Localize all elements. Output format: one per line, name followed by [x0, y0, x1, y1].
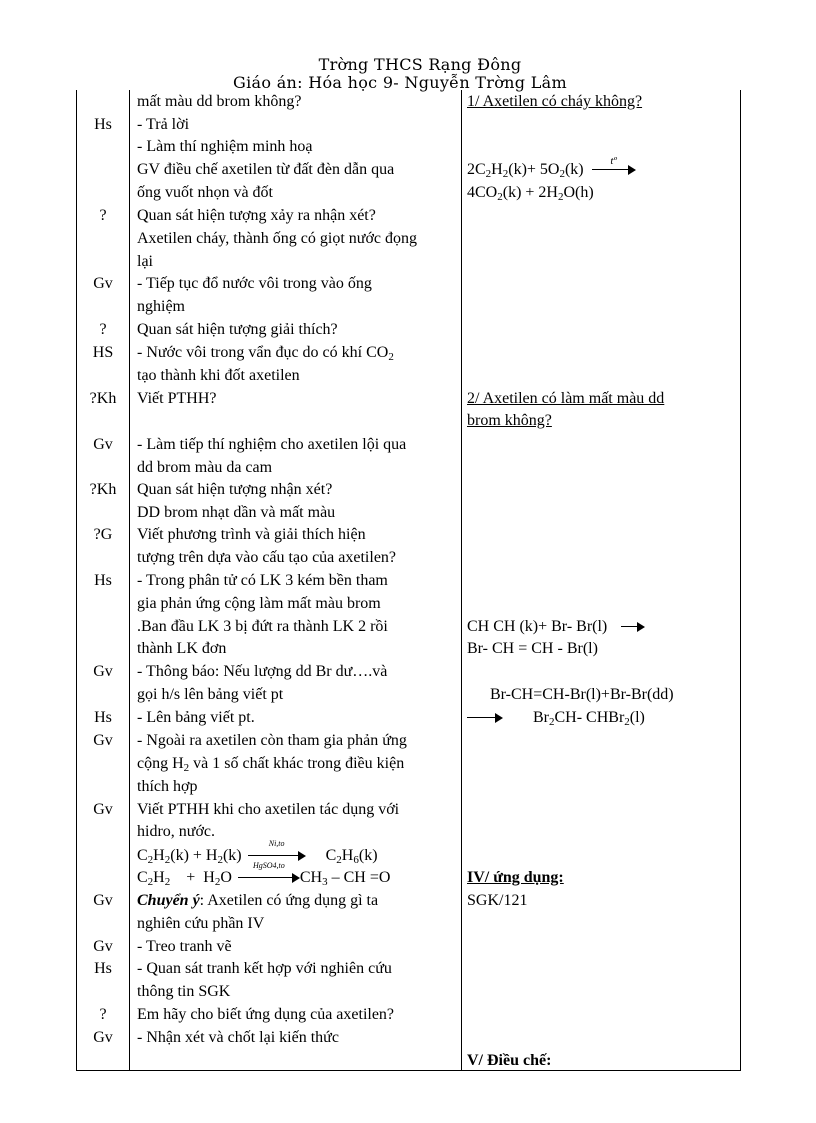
- table-row: dd brom màu da cam: [137, 459, 273, 476]
- table-row: thích hợp: [137, 778, 198, 795]
- table-row: Hs - Trả lời: [94, 116, 190, 133]
- equation: Br-CH=CH-Br(l)+Br-Br(dd): [490, 686, 674, 703]
- section-heading: 1/ Axetilen có cháy không?: [467, 93, 643, 110]
- table-row: gia phản ứng cộng làm mất màu brom: [137, 595, 381, 612]
- table-row: Hs - Trong phân tử có LK 3 kém bền tham: [94, 572, 388, 589]
- table-row: Gv - Tiếp tục đổ nước vôi trong vào ống: [93, 275, 372, 292]
- equation: $Br_2CH-$ CHBr$_2$(l): [467, 707, 645, 729]
- table-row: cộng $H_2$ và 1 số chất khác trong điều kiện: [137, 755, 405, 774]
- table-row: DD brom nhạt dần và mất màu: [137, 504, 336, 521]
- table-row: [0, 410, 816, 432]
- table-row: ?Kh Quan sát hiện tượng nhận xét?: [89, 481, 333, 498]
- table-row: Gv - Thông báo: Nếu lượng dd Br dư….và: [93, 663, 388, 680]
- table-row: lại: [137, 253, 153, 270]
- table-row: ?Kh Viết PTHH? 2/ Axetilen có làm mất màu dd: [0, 388, 816, 410]
- table-row: nghiên cứu phần IV: [137, 915, 265, 932]
- table-row: tượng trên dựa vào cấu tạo của axetilen?: [137, 549, 397, 566]
- table-row: hidro, nước.: [137, 823, 216, 840]
- equation: $C_2H_2$ + $H_2O$ HgSO4,to $CH_3$ – CH =O: [137, 861, 391, 888]
- equation: $4CO_2(k) + 2H_2O(h)$: [467, 184, 594, 203]
- section-heading: 2/ Axetilen có làm mất màu dd: [467, 390, 665, 407]
- table-row: nghiệm: [137, 298, 185, 315]
- table-row: Gv - Làm tiếp thí nghiệm cho axetilen lội qua: [93, 436, 407, 453]
- school-header: Trờng THCS Rạng Đông: [318, 55, 522, 74]
- table-row: Hs - Lên bảng viết pt. $Br_2CH-$ CHBr$_2$(l): [94, 709, 645, 728]
- table-row: Gv - Ngoài ra axetilen còn tham gia phản ứng: [93, 732, 407, 749]
- table-row: thông tin SGK: [137, 983, 231, 1000]
- table-row: gọi h/s lên bảng viết pt Br-CH=CH-Br(l)+Br-Br(dd): [0, 684, 816, 706]
- table-row: tạo thành khi đốt axetilen: [137, 367, 300, 384]
- table-row: Gv - Treo tranh vẽ: [93, 938, 232, 955]
- table-row: [0, 839, 816, 867]
- section-heading: brom không?: [467, 412, 552, 429]
- table-row: [0, 1050, 816, 1072]
- lesson-header: Giáo án: Hóa học 9- Nguyễn Trờng Lâm: [233, 73, 567, 92]
- section-heading: V/ Điều chế:: [467, 1052, 552, 1069]
- table-row: ? Quan sát hiện tượng xảy ra nhận xét?: [99, 207, 376, 224]
- equation: CH CH (k)+ Br- Br(l): [467, 616, 645, 638]
- table-row: thành LK đơn Br- CH = CH - Br(l): [0, 638, 816, 660]
- table-row: [0, 861, 816, 889]
- reaction-arrow: HgSO4,to: [238, 873, 300, 883]
- reaction-arrow: Ni,to: [248, 851, 306, 861]
- table-row: Gv Viết PTHH khi cho axetilen tác dụng với: [93, 801, 400, 818]
- table-row: ?G Viết phương trình và giải thích hiện: [93, 526, 366, 543]
- table-row: mất màu dd brom không? 1/ Axetilen có cháy không?: [0, 91, 816, 113]
- reaction-arrow: tº: [592, 165, 636, 175]
- table-row: ? Em hãy cho biết ứng dụng của axetilen?: [99, 1006, 395, 1023]
- equation: $C_2H_2(k) + H_2(k)$ Ni,to $C_2H_6(k)$: [137, 839, 378, 866]
- reaction-arrow: [467, 713, 503, 723]
- table-row: HS - Nước vôi trong vẩn đục do có khí $CO_2$: [92, 344, 394, 363]
- section-heading: IV/ ứng dụng:: [467, 869, 564, 886]
- equation: $2C_2H_2(k)+ 5O_2(k)$ tº: [467, 159, 636, 181]
- table-row: Gv Chuyển ý: Axetilen có ứng dụng gì ta SGK/121: [93, 892, 528, 909]
- table-row: Hs - Quan sát tranh kết hợp với nghiên cứu: [94, 960, 392, 977]
- table-row: .Ban đầu LK 3 bị đứt ra thành LK 2 rồi CH CH (k)+ Br- Br(l): [0, 616, 816, 638]
- table-row: Axetilen cháy, thành ống có giọt nước đọng: [137, 230, 418, 247]
- reaction-arrow: [621, 622, 645, 632]
- equation: Br- CH = CH - Br(l): [467, 640, 598, 657]
- table-row: Gv - Nhận xét và chốt lại kiến thức: [93, 1029, 339, 1046]
- table-row: ? Quan sát hiện tượng giải thích?: [99, 321, 338, 338]
- table-row: - Làm thí nghiệm minh hoạ: [137, 138, 313, 155]
- table-row: ống vuốt nhọn và đốt $4CO_2(k) + 2H_2O(h)$: [137, 184, 594, 203]
- table-row: GV điều chế axetilen từ đất đèn dẫn qua $2C_2H_2(k)+ 5O_2(k)$ tº: [0, 159, 816, 181]
